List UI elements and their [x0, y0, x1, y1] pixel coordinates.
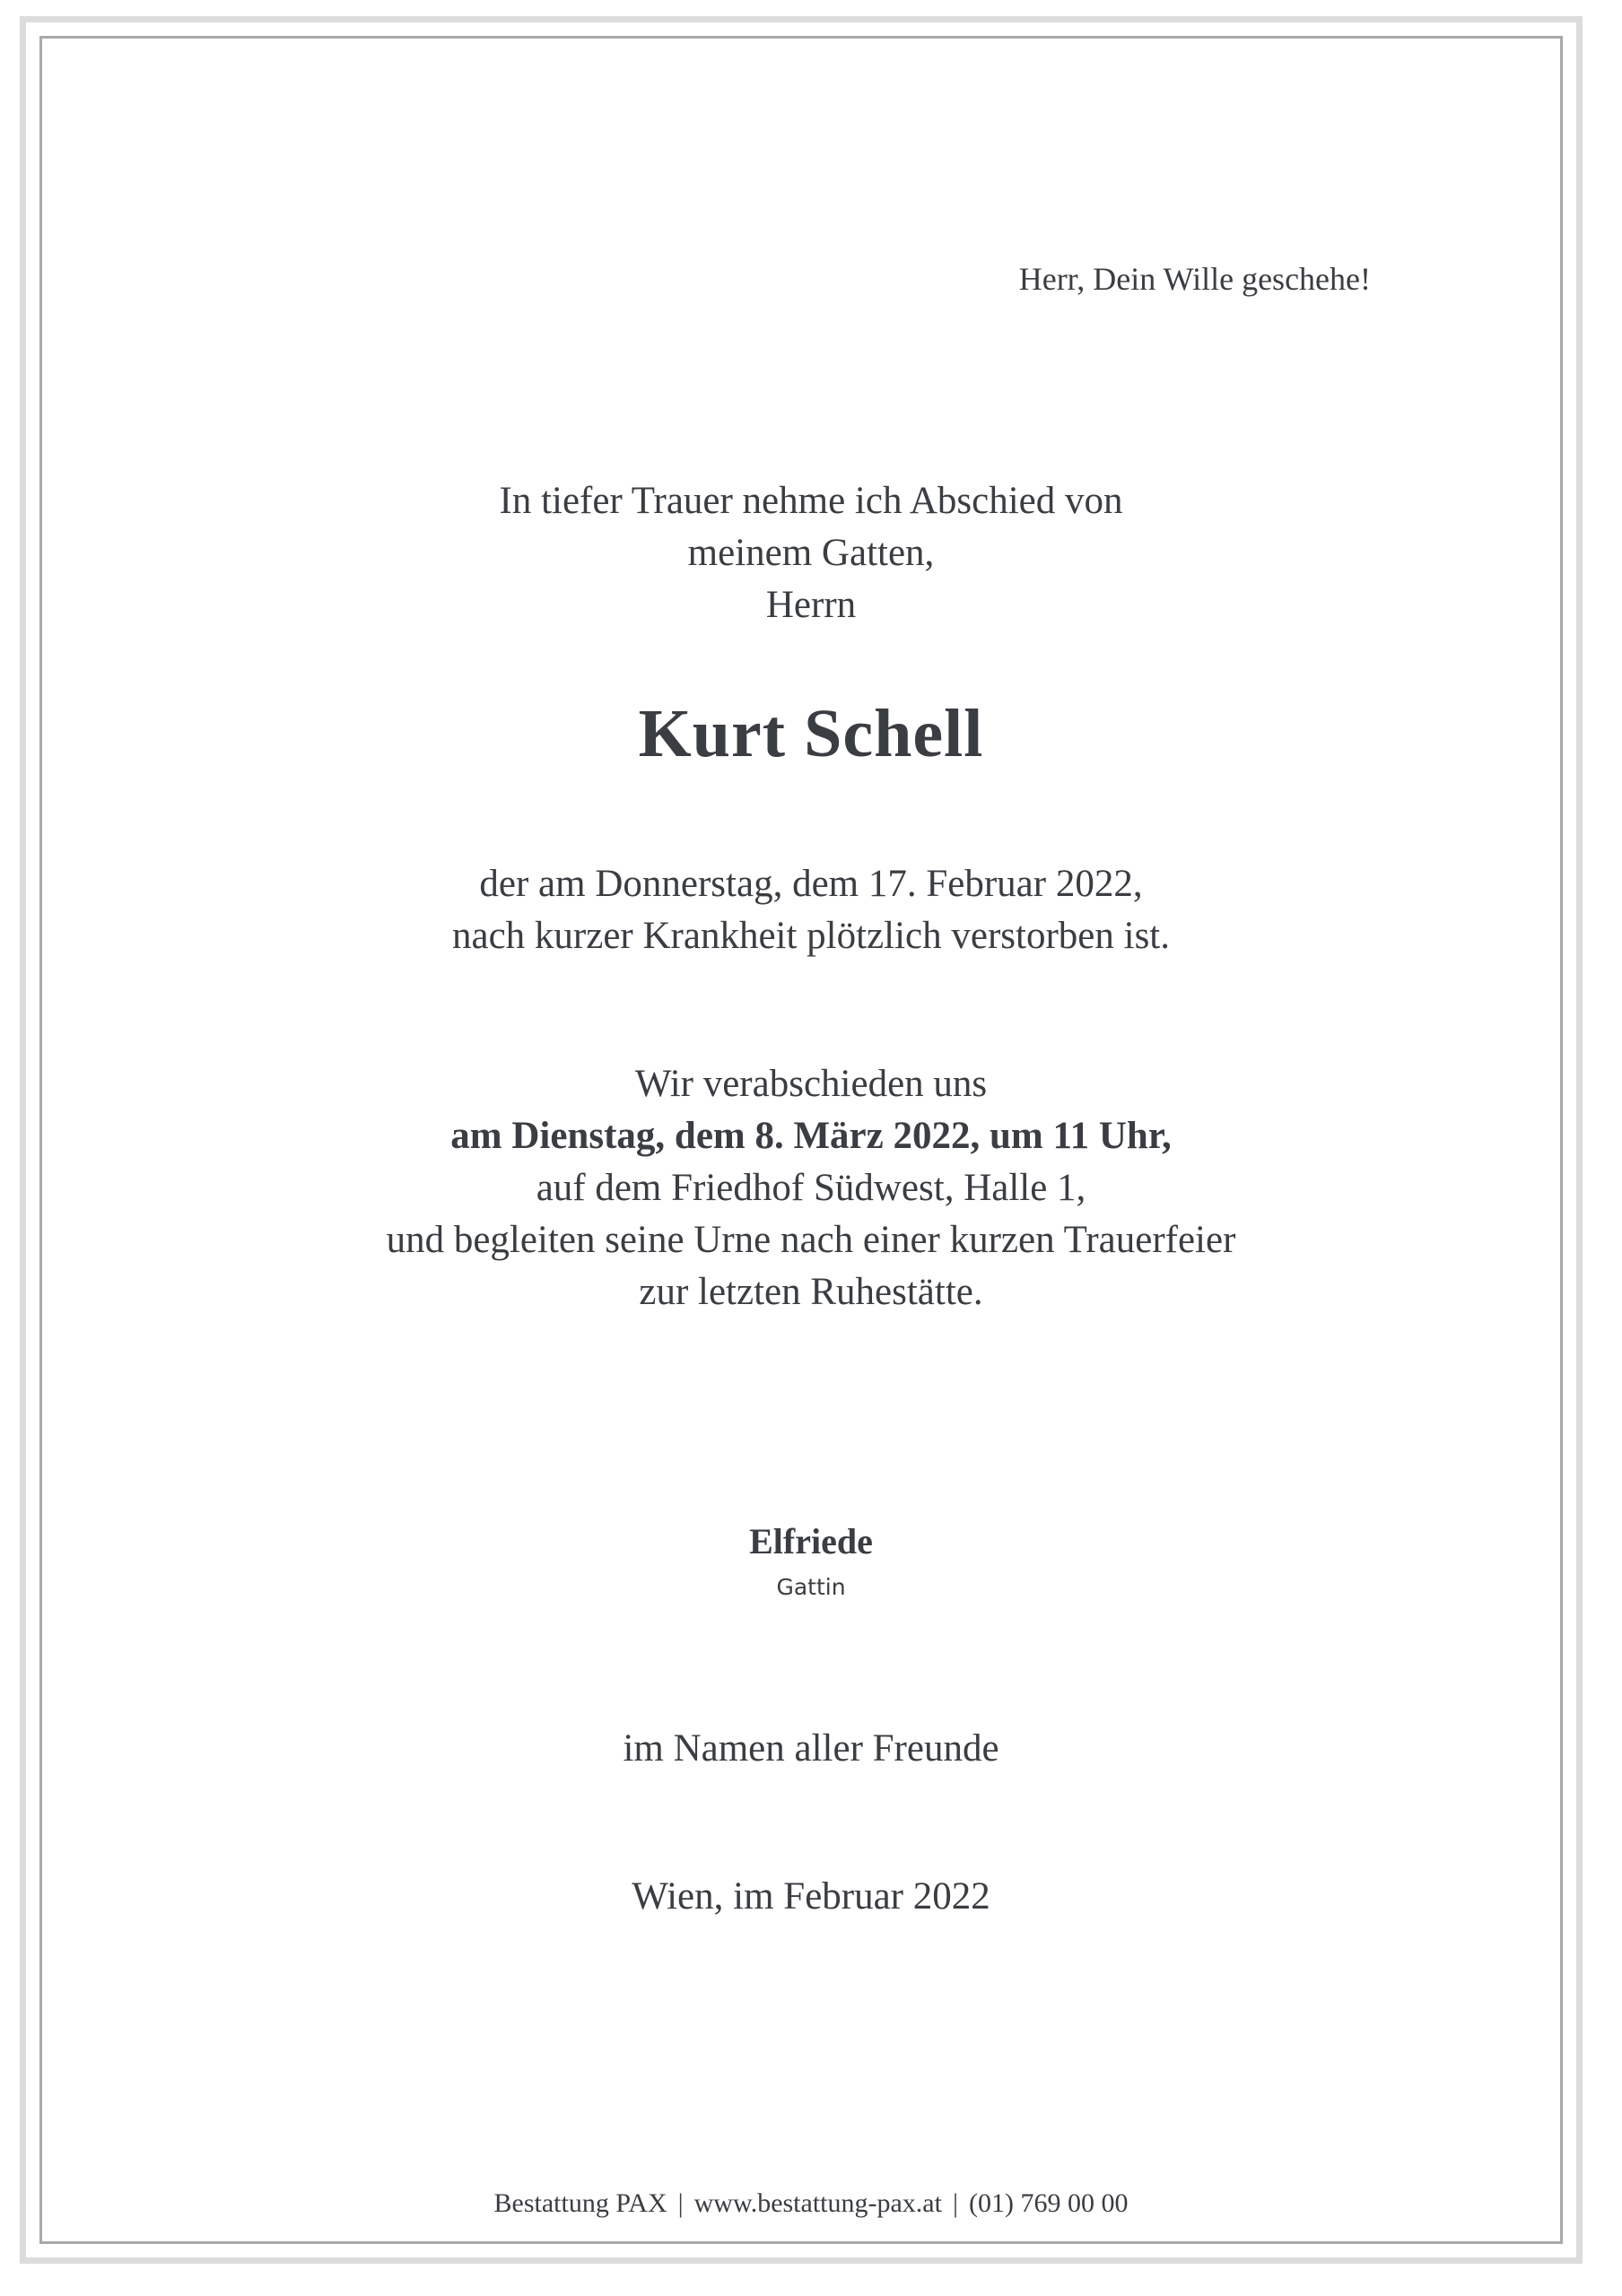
footer-website: www.bestattung-pax.at — [693, 2188, 942, 2218]
death-notice-line-2: nach kurzer Krankheit plötzlich verstorben ist. — [452, 915, 1170, 957]
motto: Herr, Dein Wille geschehe! — [1018, 261, 1371, 297]
death-notice-block — [0, 858, 1622, 962]
intro-block — [0, 475, 1622, 631]
footer-separator: | — [952, 2188, 958, 2218]
signer-name: Elfriede — [749, 1521, 873, 1561]
death-notice-line-1: der am Donnerstag, dem 17. Februar 2022, — [479, 863, 1143, 905]
farewell-line-3: auf dem Friedhof Südwest, Halle 1, — [536, 1167, 1086, 1209]
footer-phone: (01) 769 00 00 — [968, 2188, 1129, 2218]
intro-line-2: meinem Gatten, — [687, 532, 935, 574]
footer-company: Bestattung PAX — [493, 2188, 667, 2218]
intro-line-1: In tiefer Trauer nehme ich Abschied von — [499, 480, 1123, 522]
farewell-block — [0, 1058, 1622, 1318]
farewell-line-5: zur letzten Ruhestätte. — [639, 1271, 983, 1313]
signer-role: Gattin — [776, 1574, 846, 1600]
friends-line: im Namen aller Freunde — [623, 1727, 999, 1770]
footer-separator: | — [677, 2188, 684, 2218]
footer — [0, 2188, 1622, 2219]
intro-line-3: Herrn — [765, 584, 857, 626]
farewell-date-line: am Dienstag, dem 8. März 2022, um 11 Uhr, — [450, 1115, 1172, 1157]
deceased-name: Kurt Schell — [638, 696, 984, 771]
place-date: Wien, im Februar 2022 — [632, 1875, 990, 1918]
farewell-line-4: und begleiten seine Urne nach einer kurzen Trauerfeier — [386, 1219, 1236, 1261]
farewell-line-1: Wir verabschieden uns — [634, 1063, 988, 1105]
